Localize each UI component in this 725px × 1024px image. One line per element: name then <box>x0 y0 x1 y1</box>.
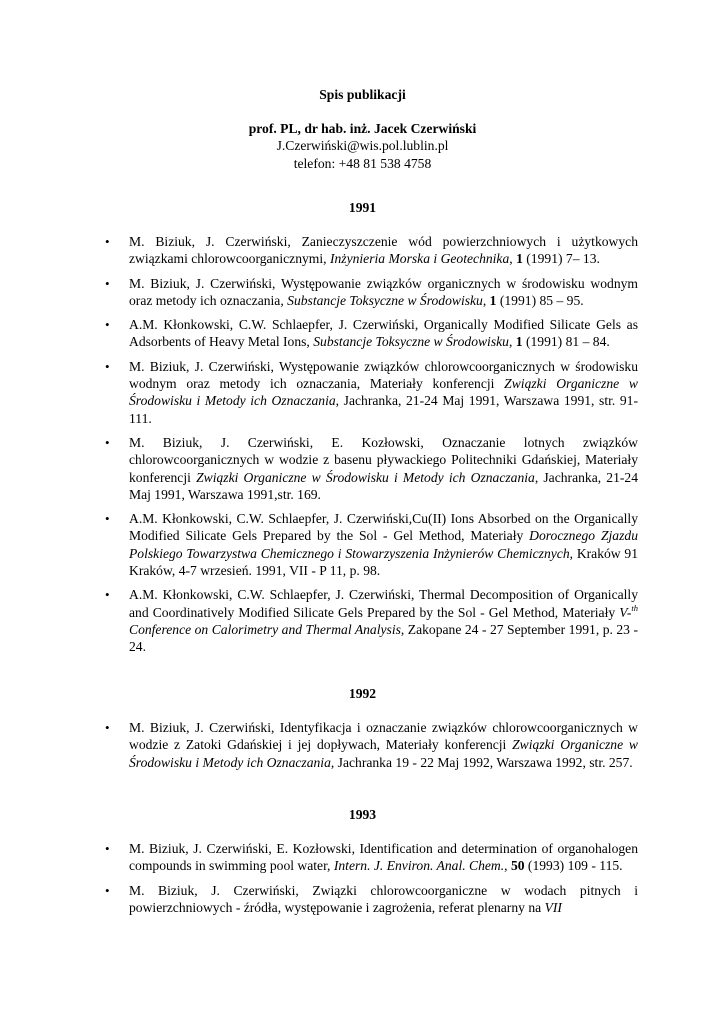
publication-item: • M. Biziuk, J. Czerwiński, Występowanie związków organicznych w środowisku wodnym oraz metody ich oznaczania, Substancje Toksyczne w Środowisku, 1 (1991) 85 – 95. <box>129 275 638 310</box>
publication-item: • A.M. Kłonkowski, C.W. Schlaepfer, J. Czerwiński, Thermal Decomposition of Organically and Coordinatively Modified Silicate Gels Prepared by the Sol - Gel Method, Materiały V-$^{th}$ Conference on Calorimetry and Thermal Analysis, Zakopane 24 - 27 September 1991, p. 23 - 24. <box>129 586 638 655</box>
publication-item: • M. Biziuk, J. Czerwiński, Związki chlorowcoorganiczne w wodach pitnych i powierzchniowych - źródła, występowanie i zagrożenia, referat plenarny na VII <box>129 882 638 917</box>
publication-list-1992 <box>129 719 638 771</box>
year-heading-1992: 1992 <box>348 686 377 701</box>
publication-item: • M. Biziuk, J. Czerwiński, Identyfikacja i oznaczanie związków chlorowcoorganicznych w wodzie z Zatoki Gdańskiej i jej dopływach, Materiały konferencji Związki Organiczne w Środowisku i Metody ich Oznaczania, Jachranka 19 - 22 Maj 1992, Warszawa 1992, str. 257. <box>129 719 638 771</box>
author-email: J.Czerwiński@wis.pol.lublin.pl <box>276 138 449 154</box>
publication-list-1991 <box>129 233 638 656</box>
publication-item: • M. Biziuk, J. Czerwiński, E. Kozłowski, Oznaczanie lotnych związków chlorowcoorganicznych w wodzie z basenu pływackiego Politechniki Gdańskiej, Materiały konferencji Związki Organiczne w Środowisku i Metody ich Oznaczania, Jachranka, 21-24 Maj 1991, Warszawa 1991,str. 169. <box>129 434 638 503</box>
document-title: Spis publikacji <box>319 87 406 102</box>
year-heading-1993: 1993 <box>348 807 377 822</box>
publication-item: • M. Biziuk, J. Czerwiński, E. Kozłowski, Identification and determination of organohalogen compounds in swimming pool water, Intern. J. Environ. Anal. Chem., 50 (1993) 109 - 115. <box>129 840 638 875</box>
publication-item: • M. Biziuk, J. Czerwiński, Występowanie związków chlorowcoorganicznych w środowisku wodnym oraz metody ich oznaczania, Materiały konferencji Związki Organiczne w Środowisku i Metody ich Oznaczania, Jachranka, 21-24 Maj 1991, Warszawa 1991, str. 91-111. <box>129 358 638 427</box>
publication-list-1993 <box>129 840 638 916</box>
author-phone: telefon: +48 81 538 4758 <box>293 155 432 171</box>
publication-item: • A.M. Kłonkowski, C.W. Schlaepfer, J. Czerwiński,Cu(II) Ions Absorbed on the Organically Modified Silicate Gels Prepared by the Sol - Gel Method, Materiały Dorocznego Zjazdu Polskiego Towarzystwa Chemicznego i Stowarzyszenia Inżynierów Chemicznych, Kraków 91 Kraków, 4-7 wrzesień. 1991, VII - P 11, p. 98. <box>129 510 638 579</box>
publication-item: • M. Biziuk, J. Czerwiński, Zanieczyszczenie wód powierzchniowych i użytkowych związkami chlorowcoorganicznymi, Inżynieria Morska i Geotechnika, 1 (1991) 7– 13. <box>129 233 638 268</box>
publication-item: • A.M. Kłonkowski, C.W. Schlaepfer, J. Czerwiński, Organically Modified Silicate Gels as Adsorbents of Heavy Metal Ions, Substancje Toksyczne w Środowisku, 1 (1991) 81 – 84. <box>129 316 638 351</box>
page-header <box>0 86 725 172</box>
year-heading-1991: 1991 <box>348 200 377 215</box>
author-name: prof. PL, dr hab. inż. Jacek Czerwiński <box>248 121 477 136</box>
